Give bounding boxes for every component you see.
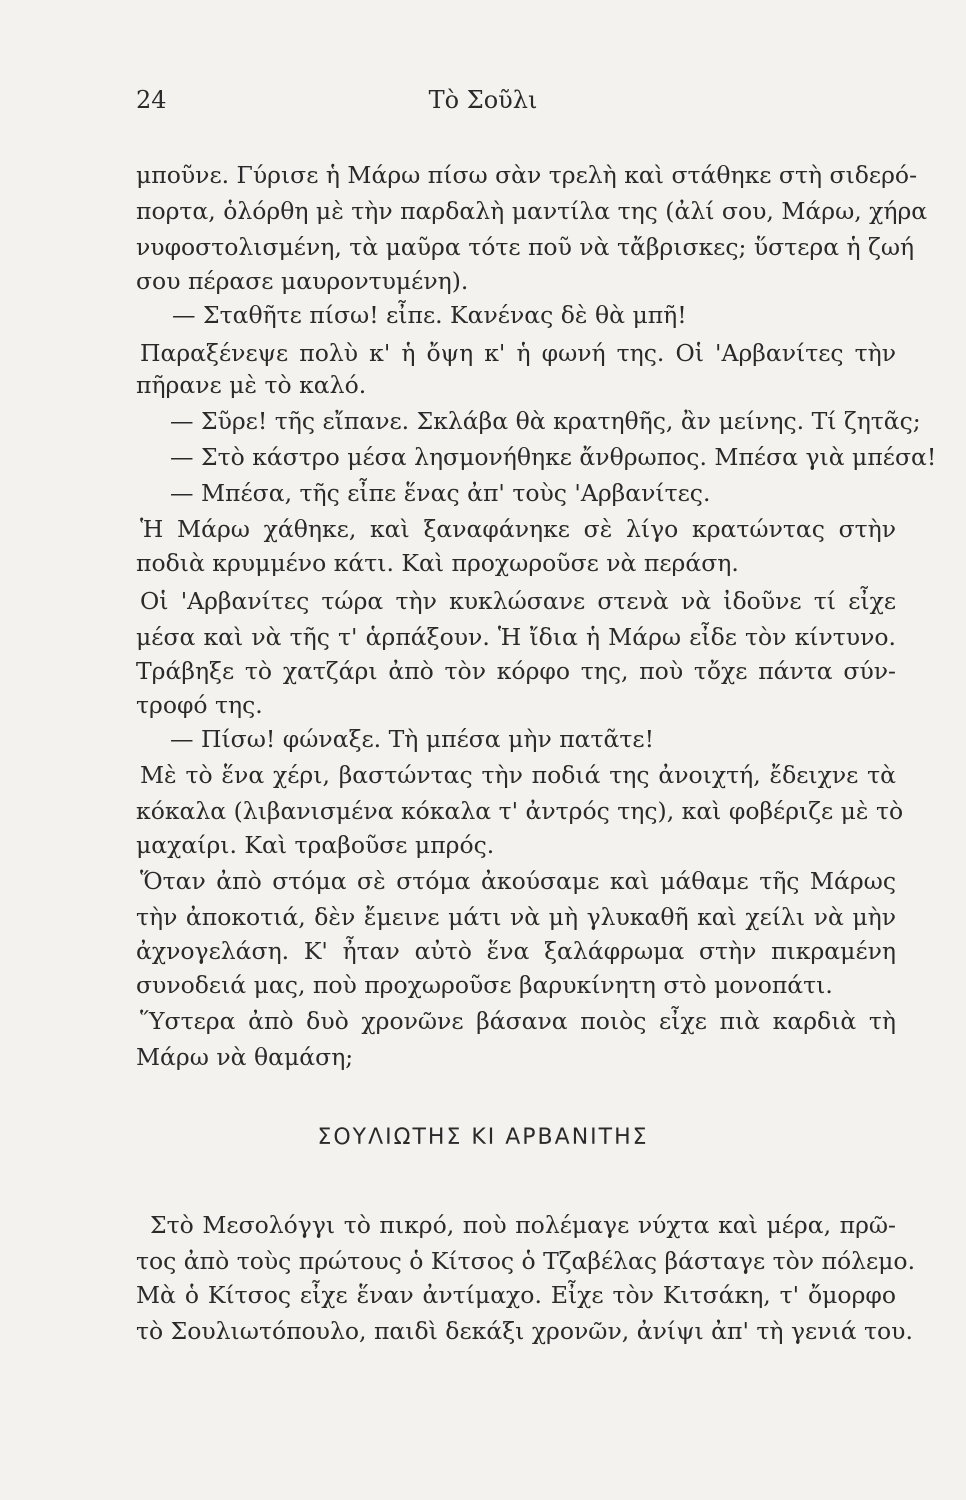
- body-line: πῆρανε μὲ τὸ καλό.: [136, 371, 367, 399]
- body-line: πορτα, ὁλόρθη μὲ τὴν παρδαλὴ μαντίλα της (ἀλί σου, Μάρω, χήρα: [136, 197, 928, 225]
- body-line: — Στὸ κάστρο μέσα λησμονήθηκε ἄνθρωπος. Μπέσα γιὰ μπέσα!: [170, 443, 937, 471]
- body-line: Ἡ Μάρω χάθηκε, καὶ ξαναφάνηκε σὲ λίγο κρατώντας στὴν: [140, 515, 896, 543]
- body-line: — Σῦρε! τῆς εἴπανε. Σκλάβα θὰ κρατηθῆς, ἂν μείνης. Τί ζητᾶς;: [170, 407, 921, 435]
- body-line: μαχαίρι. Καὶ τραβοῦσε μπρός.: [136, 831, 495, 859]
- body-line: Στὸ Μεσολόγγι τὸ πικρό, ποὺ πολέμαγε νύχτα καὶ μέρα, πρῶ-: [150, 1211, 896, 1239]
- body-line: ποδιὰ κρυμμένο κάτι. Καὶ προχωροῦσε νὰ περάση.: [136, 549, 739, 577]
- body-line: τροφό της.: [136, 691, 263, 719]
- body-line: Ὅταν ἀπὸ στόμα σὲ στόμα ἀκούσαμε καὶ μάθαμε τῆς Μάρως: [140, 867, 896, 895]
- body-line: Μάρω νὰ θαμάση;: [136, 1043, 354, 1071]
- body-line: τὸ Σουλιωτόπουλο, παιδὶ δεκάξι χρονῶν, ἀνίψι ἀπ' τὴ γενιά του.: [136, 1317, 913, 1345]
- running-title: Τὸ Σοῦλι: [428, 86, 538, 114]
- body-line: Μὰ ὁ Κίτσος εἶχε ἕναν ἀντίμαχο. Εἶχε τὸν Κιτσάκη, τ' ὄμορφο: [136, 1281, 896, 1309]
- body-line: συνοδειά μας, ποὺ προχωροῦσε βαρυκίνητη στὸ μονοπάτι.: [136, 971, 833, 999]
- body-line: — Πίσω! φώναξε. Τὴ μπέσα μὴν πατᾶτε!: [170, 725, 655, 753]
- body-line: τος ἀπὸ τοὺς πρώτους ὁ Κίτσος ὁ Τζαβέλας βάσταγε τὸν πόλεμο.: [136, 1247, 916, 1275]
- page-number: 24: [136, 86, 167, 114]
- body-line: ἀχνογελάση. Κ' ἦταν αὐτὸ ἕνα ξαλάφρωμα στὴν πικραμένη: [136, 937, 896, 965]
- body-line: τὴν ἀποκοτιά, δὲν ἔμεινε μάτι νὰ μὴ γλυκαθῆ καὶ χείλι νὰ μὴν: [136, 903, 896, 931]
- body-line: — Μπέσα, τῆς εἶπε ἕνας ἀπ' τοὺς 'Αρβανίτες.: [170, 479, 711, 507]
- body-line: Τράβηξε τὸ χατζάρι ἀπὸ τὸν κόρφο της, ποὺ τὄχε πάντα σύν-: [136, 657, 896, 685]
- body-line: Οἱ 'Αρβανίτες τώρα τὴν κυκλώσανε στενὰ νὰ ἰδοῦνε τί εἶχε: [140, 587, 896, 615]
- page-header: [0, 86, 966, 126]
- body-line: Παραξένεψε πολὺ κ' ἡ ὄψη κ' ἡ φωνή της. Οἱ 'Αρβανίτες τὴν: [140, 339, 896, 367]
- body-line: μέσα καὶ νὰ τῆς τ' ἁρπάξουν. Ἡ ἴδια ἡ Μάρω εἶδε τὸν κίντυνο.: [136, 623, 896, 651]
- body-line: Ὕστερα ἀπὸ δυὸ χρονῶνε βάσανα ποιὸς εἶχε πιὰ καρδιὰ τὴ: [140, 1007, 896, 1035]
- body-line: — Σταθῆτε πίσω! εἶπε. Κανένας δὲ θὰ μπῆ!: [172, 301, 687, 329]
- body-line: σου πέρασε μαυροντυμένη).: [136, 267, 469, 295]
- body-line: μποῦνε. Γύρισε ἡ Μάρω πίσω σὰν τρελὴ καὶ στάθηκε στὴ σιδερό-: [136, 161, 918, 189]
- section-heading: ΣΟΥΛΙΩΤΗΣ ΚΙ ΑΡΒΑΝΙΤΗΣ: [317, 1125, 649, 1150]
- body-line: Μὲ τὸ ἕνα χέρι, βαστώντας τὴν ποδιά της ἀνοιχτή, ἔδειχνε τὰ: [140, 761, 896, 789]
- body-line: νυφοστολισμένη, τὰ μαῦρα τότε ποῦ νὰ τἄβρισκες; ὕστερα ἡ ζωή: [136, 233, 915, 261]
- body-line: κόκαλα (λιβανισμένα κόκαλα τ' ἀντρός της), καὶ φοβέριζε μὲ τὸ: [136, 797, 904, 825]
